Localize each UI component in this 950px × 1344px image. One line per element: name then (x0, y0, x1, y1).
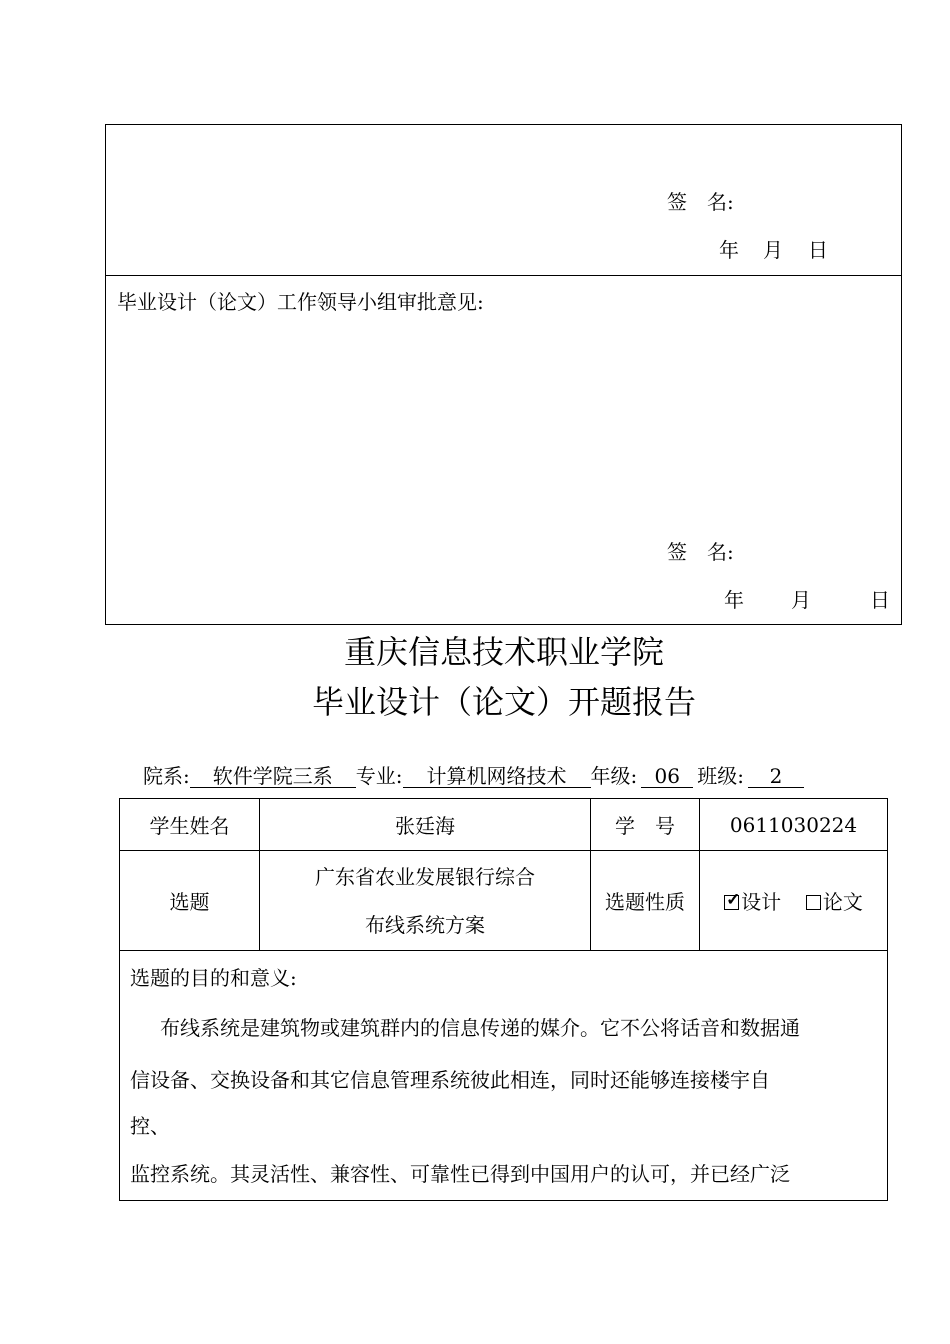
topic-line-1: 广东省农业发展银行综合 (315, 864, 535, 889)
purpose-line-3: 控、 (130, 1114, 170, 1138)
topic-nature-label: 选题性质 (591, 851, 700, 951)
student-name-label: 学生姓名 (120, 799, 260, 851)
student-info-table (119, 798, 888, 1201)
purpose-line-2: 信设备、交换设备和其它信息管理系统彼此相连，同时还能够连接楼宇自 (130, 1068, 770, 1092)
report-title: 毕业设计（论文）开题报告 (311, 683, 696, 721)
topic-label: 选题 (120, 851, 260, 951)
purpose-line-1: 布线系统是建筑物或建筑群内的信息传递的媒介。它不公将话音和数据通 (160, 1016, 800, 1040)
checkmark-icon: ✓ (726, 890, 741, 910)
top-date-day: 日 (808, 238, 828, 262)
student-name-value: 张廷海 (260, 799, 591, 851)
topic-value (260, 851, 591, 951)
leader-date-month: 月 (791, 588, 811, 612)
dept-value: 软件学院三系 (190, 765, 356, 788)
thesis-option-label: 论文 (822, 890, 863, 914)
topic-line-2: 布线系统方案 (365, 912, 485, 937)
dept-label: 院系: (143, 764, 190, 788)
thesis-checkbox[interactable] (806, 895, 821, 910)
leader-approval-label: 毕业设计（论文）工作领导小组审批意见: (117, 290, 484, 314)
purpose-line-4: 监控系统。其灵活性、兼容性、可靠性已得到中国用户的认可，并已经广泛 (130, 1162, 790, 1186)
major-label: 专业: (355, 764, 403, 788)
grade-label: 年级: (590, 764, 638, 788)
leader-date-day: 日 (870, 588, 890, 612)
major-value: 计算机网络技术 (403, 765, 591, 788)
leader-signature-label: 签 名: (667, 540, 734, 564)
leader-date-year: 年 (724, 588, 744, 612)
class-label: 班级: (697, 764, 744, 788)
purpose-label: 选题的目的和意义: (130, 966, 297, 990)
topic-nature-options (700, 851, 888, 951)
student-id-value: 0611030224 (700, 799, 888, 851)
leader-approval-box (105, 275, 902, 625)
school-title: 重庆信息技术职业学院 (343, 633, 664, 671)
student-id-label: 学 号 (591, 799, 700, 851)
top-signature-label: 签 名: (667, 190, 734, 214)
top-date-month: 月 (763, 238, 783, 262)
class-value: 2 (748, 765, 804, 788)
design-option-label: 设计 (741, 890, 782, 914)
design-checkbox[interactable] (724, 890, 741, 910)
info-line (143, 764, 804, 788)
top-date-year: 年 (719, 238, 739, 262)
grade-value: 06 (641, 765, 693, 788)
